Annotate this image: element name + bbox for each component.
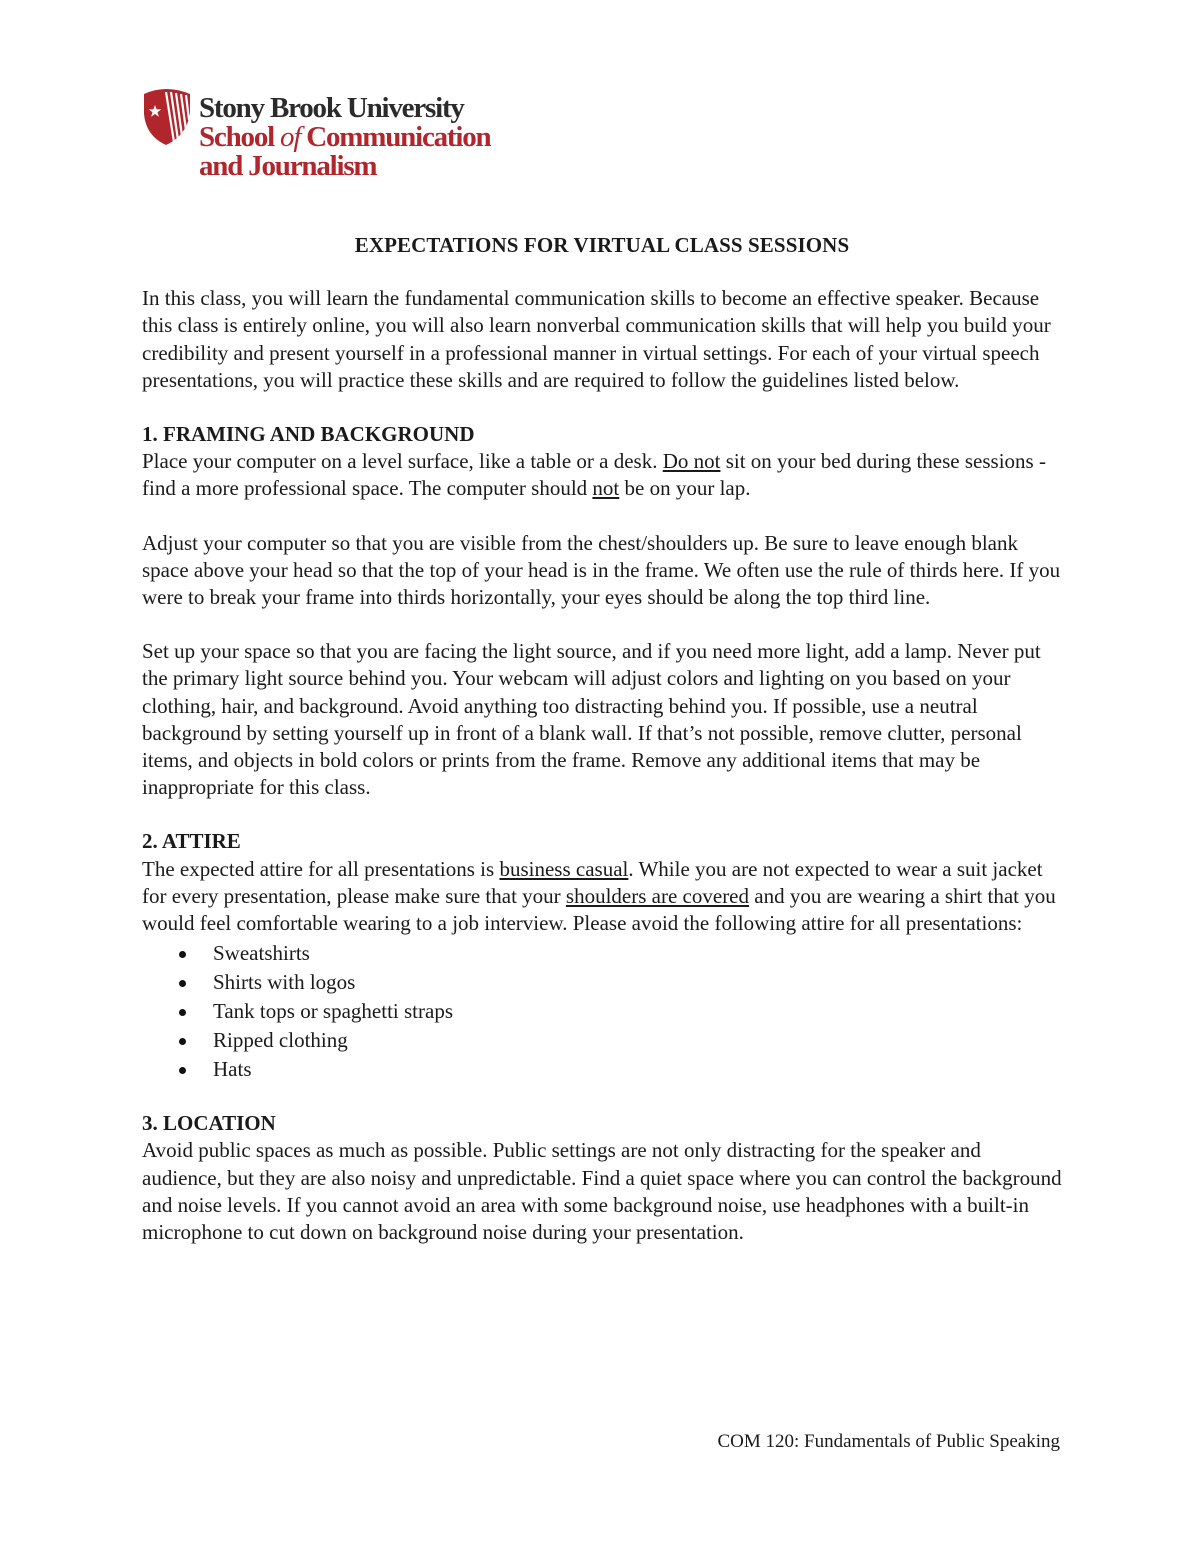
seal-icon xyxy=(142,88,192,146)
section-heading-attire: 2. ATTIRE xyxy=(142,829,241,854)
list-item: Ripped clothing xyxy=(142,1026,1062,1055)
list-item: Hats xyxy=(142,1055,1062,1084)
logo-line-2: School of Communication xyxy=(199,121,491,153)
university-logo xyxy=(142,88,502,188)
framing-paragraph-1: Place your computer on a level surface, like a table or a desk. Do not sit on your bed during these sessions - find a more professional space. The computer should not be on your lap. xyxy=(142,449,1046,501)
location-paragraph: Avoid public spaces as much as possible. Public settings are not only distracting for the speaker and audience, but they are also noisy and unpredictable. Find a quiet space where you can control the background and noise levels. If you cannot avoid an area with some background noise, use headphones with a built-in microphone to cut down on background noise during your presentation. xyxy=(142,1138,1062,1245)
bullet-icon xyxy=(179,1067,186,1074)
logo-line-1: Stony Brook University xyxy=(199,92,464,124)
bullet-icon xyxy=(179,1009,186,1016)
page-title: EXPECTATIONS FOR VIRTUAL CLASS SESSIONS xyxy=(354,233,850,257)
attire-list xyxy=(142,939,1062,1084)
logo-wordmark xyxy=(199,94,490,181)
list-item: Shirts with logos xyxy=(142,968,1062,997)
bullet-icon xyxy=(179,1038,186,1045)
logo-line-3: and Journalism xyxy=(199,150,377,182)
section-heading-framing: 1. FRAMING AND BACKGROUND xyxy=(142,422,475,447)
page-footer: COM 120: Fundamentals of Public Speaking xyxy=(717,1431,1060,1452)
section-heading-location: 3. LOCATION xyxy=(142,1111,276,1136)
bullet-icon xyxy=(179,980,186,987)
list-item: Tank tops or spaghetti straps xyxy=(142,997,1062,1026)
framing-paragraph-3: Set up your space so that you are facing the light source, and if you need more light, add a lamp. Never put the primary light source behind you. Your webcam will adjust colors and lighting on you based on your clothing, hair, and background. Avoid anything too distracting behind you. If possible, use a neutral background by setting yourself up in front of a blank wall. If that’s not possible, remove clutter, personal items, and objects in bold colors or prints from the frame. Remove any additional items that may be inappropriate for this class. xyxy=(142,639,1041,800)
list-item: Sweatshirts xyxy=(142,939,1062,968)
document-body xyxy=(142,232,1062,1246)
attire-paragraph: The expected attire for all presentations is business casual. While you are not expected to wear a suit jacket for every presentation, please make sure that your shoulders are covered and you are wearing a shirt that you would feel comfortable wearing to a job interview. Please avoid the following attire for all presentations: xyxy=(142,856,1056,936)
framing-paragraph-2: Adjust your computer so that you are visible from the chest/shoulders up. Be sure to leave enough blank space above your head so that the top of your head is in the frame. We often use the rule of thirds here. If you were to break your frame into thirds horizontally, your eyes should be along the top third line. xyxy=(142,530,1061,610)
bullet-icon xyxy=(179,951,186,958)
intro-paragraph: In this class, you will learn the fundamental communication skills to become an effective speaker. Because this class is entirely online, you will also learn nonverbal communication skills that will help you build your credibility and present yourself in a professional manner in virtual settings. For each of your virtual speech presentations, you will practice these skills and are required to follow the guidelines listed below. xyxy=(142,286,1051,392)
